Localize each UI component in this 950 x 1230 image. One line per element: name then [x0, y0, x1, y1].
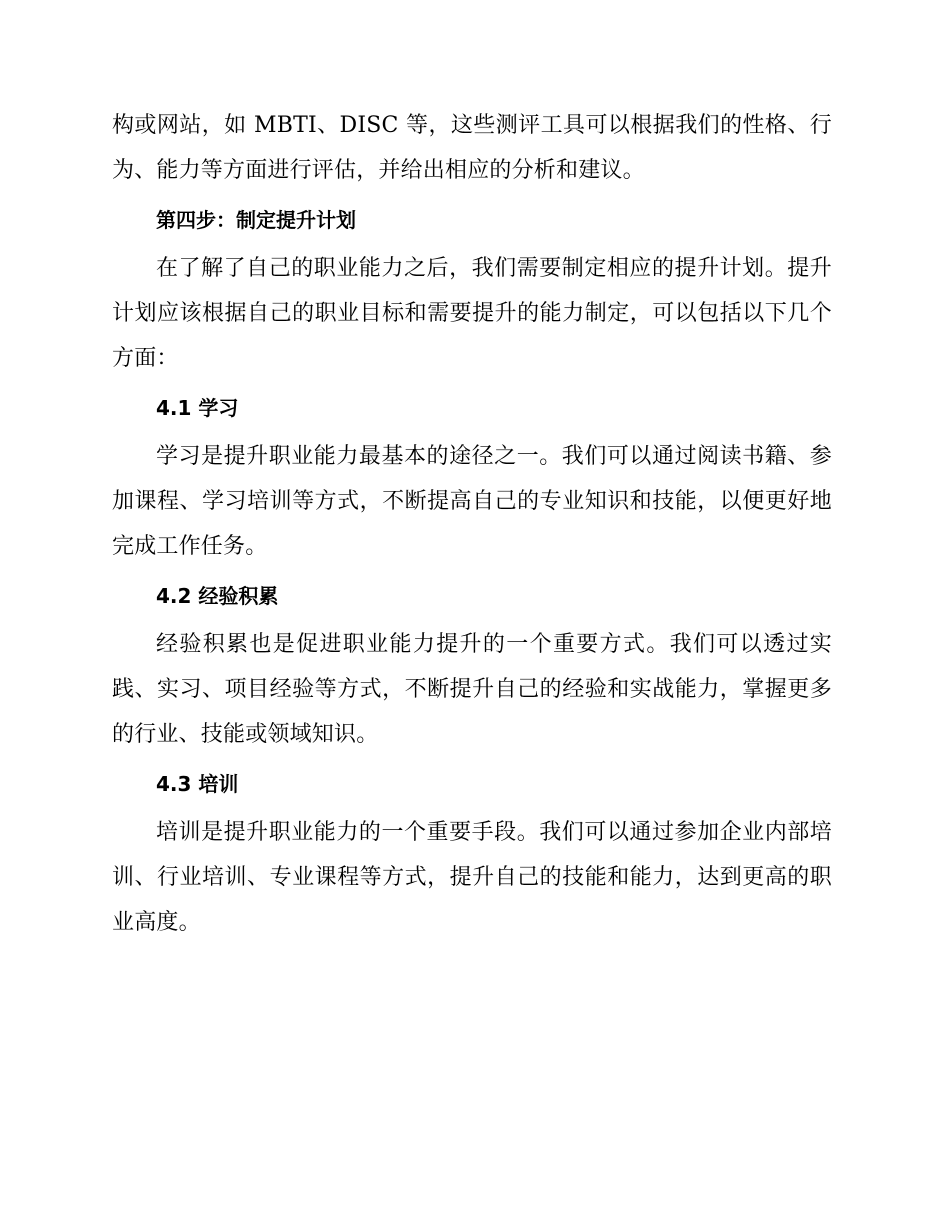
section-4-1-heading: 4.1 学习 [156, 396, 239, 420]
document-body [112, 103, 832, 945]
section-4-1-paragraph: 学习是提升职业能力最基本的途径之一。我们可以通过阅读书籍、参加课程、学习培训等方式，不断提高自己的专业知识和技能，以便更好地完成工作任务。 [112, 444, 832, 559]
section-4-2-paragraph: 经验积累也是促进职业能力提升的一个重要方式。我们可以透过实践、实习、项目经验等方式，不断提升自己的经验和实战能力，掌握更多的行业、技能或领域知识。 [112, 632, 832, 747]
step4-heading: 第四步：制定提升计划 [156, 208, 356, 232]
intro-paragraph: 构或网站，如 MBTI、DISC 等，这些测评工具可以根据我们的性格、行为、能力等方面进行评估，并给出相应的分析和建议。 [112, 113, 832, 183]
section-4-3-paragraph: 培训是提升职业能力的一个重要手段。我们可以通过参加企业内部培训、行业培训、专业课程等方式，提升自己的技能和能力，达到更高的职业高度。 [112, 820, 832, 935]
step4-paragraph: 在了解了自己的职业能力之后，我们需要制定相应的提升计划。提升计划应该根据自己的职业目标和需要提升的能力制定，可以包括以下几个方面： [112, 256, 832, 371]
section-4-2-heading: 4.2 经验积累 [156, 584, 279, 608]
section-4-3-heading: 4.3 培训 [156, 772, 239, 796]
